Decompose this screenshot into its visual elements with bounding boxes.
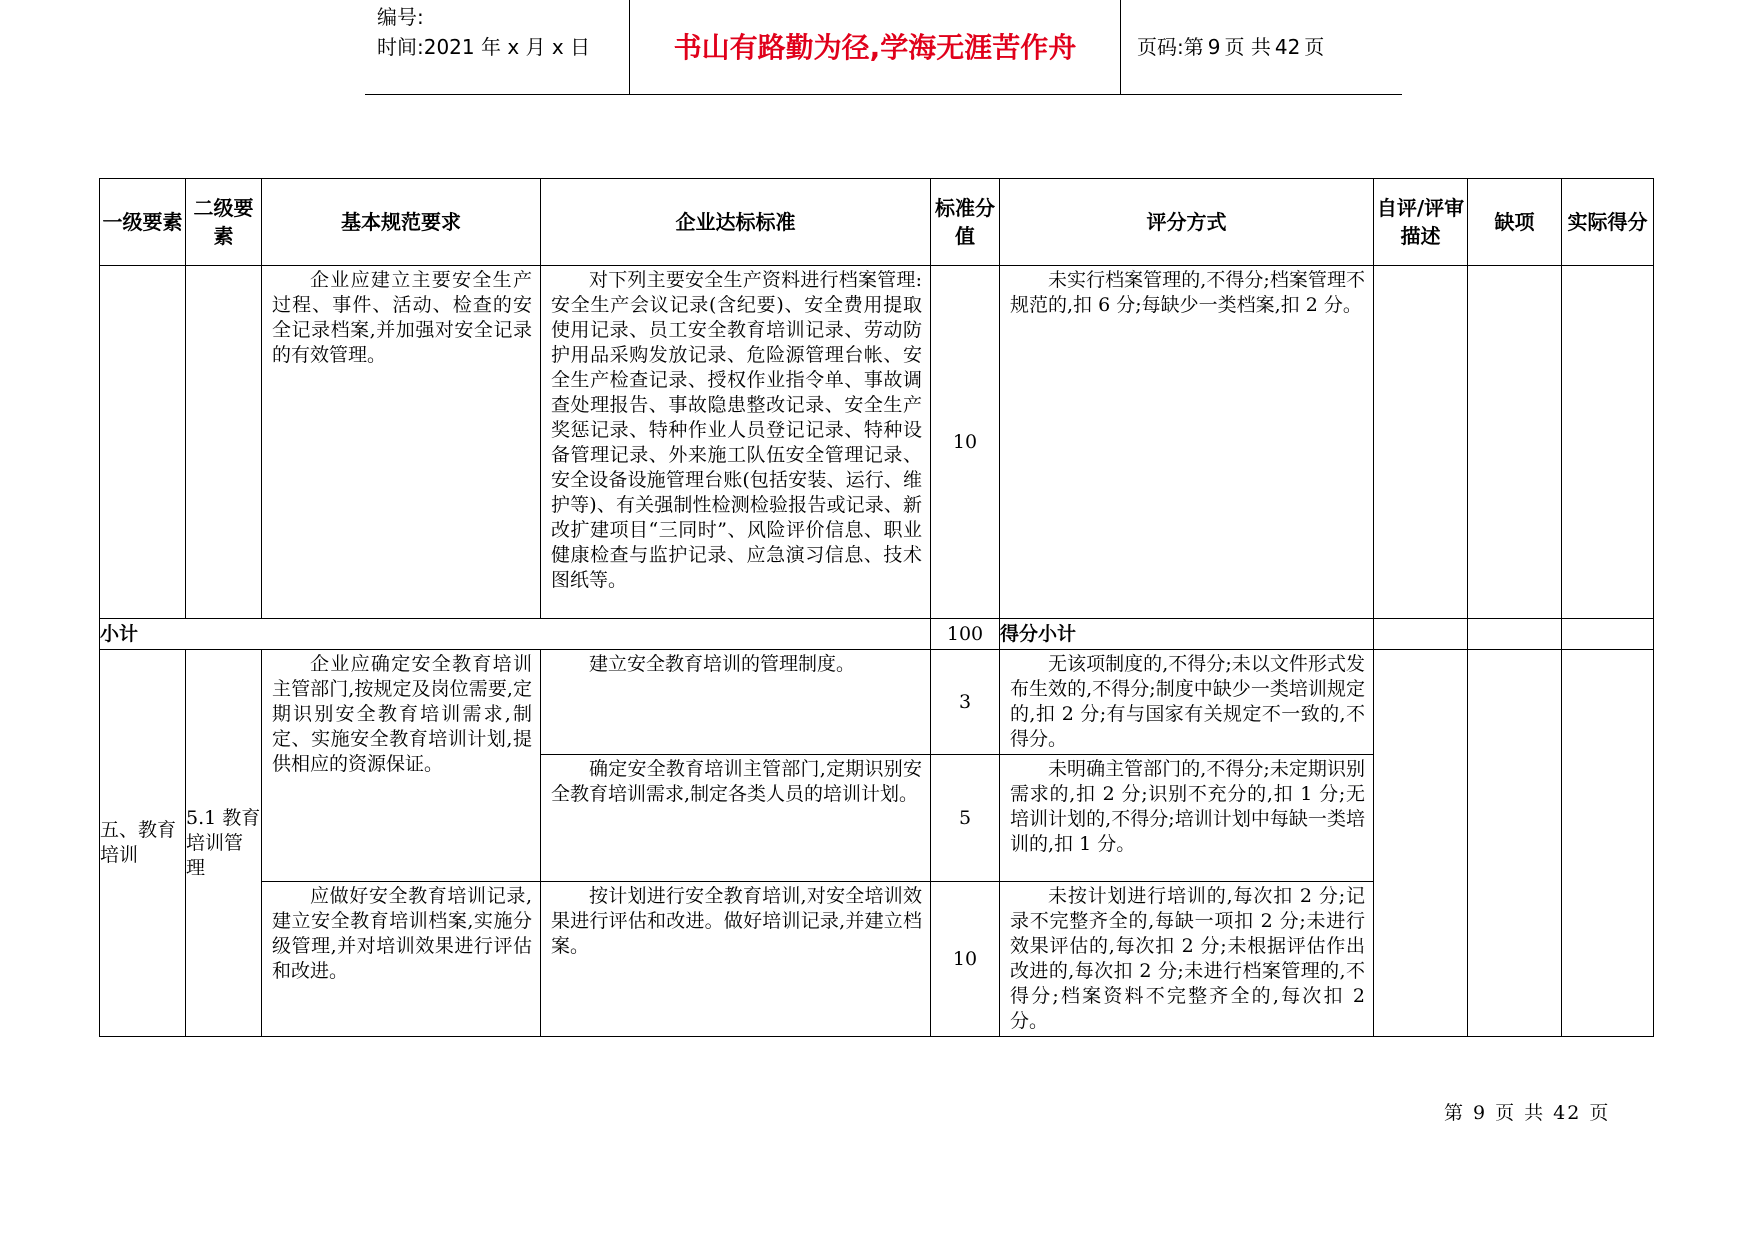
missing-item-cell [1468, 266, 1562, 619]
actual-score-cell [1562, 650, 1654, 1037]
requirement-text: 企业应建立主要安全生产过程、事件、活动、检查的安全记录档案,并加强对安全记录的有效管理。 [272, 269, 532, 366]
self-eval-cell [1374, 619, 1468, 650]
missing-item-cell [1468, 650, 1562, 1037]
footer-suffix: 页 [1589, 1102, 1611, 1124]
standard-text: 确定安全教育培训主管部门,定期识别安全教育培训需求,制定各类人员的培训计划。 [551, 758, 922, 805]
standard-text: 按计划进行安全教育培训,对安全培训效果进行评估和改进。做好培训记录,并建立档案。 [551, 885, 922, 957]
score-cell: 10 [931, 882, 1000, 1037]
column-header: 评分方式 [1000, 179, 1374, 266]
actual-score-cell [1562, 619, 1654, 650]
column-header: 自评/评审描述 [1374, 179, 1468, 266]
requirement-cell [262, 650, 541, 882]
level1-element: 五、教育培训 [100, 650, 186, 1037]
document-number-label: 编号: [377, 5, 424, 29]
footer-prefix: 第 [1444, 1102, 1466, 1124]
subtotal-scoring-label: 得分小计 [1000, 619, 1374, 650]
score-cell: 5 [931, 755, 1000, 882]
column-header: 标准分值 [931, 179, 1000, 266]
column-header: 一级要素 [100, 179, 186, 266]
requirement-cell [262, 266, 541, 619]
standard-text: 建立安全教育培训的管理制度。 [589, 653, 856, 675]
column-header: 企业达标标准 [541, 179, 931, 266]
header-left [377, 2, 590, 62]
column-header: 基本规范要求 [262, 179, 541, 266]
footer-page-indicator [1440, 1098, 1614, 1125]
column-header: 二级要素 [186, 179, 262, 266]
page-total: 42 [1274, 35, 1301, 59]
scoring-text: 未实行档案管理的,不得分;档案管理不规范的,扣 6 分;每缺少一类档案,扣 2 分。 [1010, 269, 1365, 316]
level2-cell [186, 266, 262, 619]
header-motto: 书山有路勤为径,学海无涯苦作舟 [673, 31, 1077, 64]
scoring-text: 无该项制度的,不得分;未以文件形式发布生效的,不得分;制度中缺少一类培训规定的,扣 2 分;有与国家有关规定不一致的,不得分。 [1010, 653, 1365, 750]
scoring-text: 未按计划进行培训的,每次扣 2 分;记录不完整齐全的,每缺一项扣 2 分;未进行效果评估的,每次扣 2 分;未根据评估作出改进的,每次扣 2 分;未进行档案管理的,不得分;档案资料不完整齐全的,每次扣 2 分。 [1010, 885, 1365, 1032]
self-eval-cell [1374, 266, 1468, 619]
document-date: 时间:2021 年 x 月 x 日 [377, 35, 591, 59]
score-cell: 10 [931, 266, 1000, 619]
footer-total: 42 [1553, 1102, 1582, 1124]
level2-element: 5.1 教育培训管理 [186, 650, 262, 1037]
standard-cell [541, 650, 931, 755]
footer-mid: 页 共 [1495, 1102, 1546, 1124]
subtotal-label: 小计 [100, 619, 931, 650]
header-divider [1120, 0, 1121, 94]
level1-cell [100, 266, 186, 619]
missing-item-cell [1468, 619, 1562, 650]
scoring-cell [1000, 650, 1374, 755]
standard-cell [541, 882, 931, 1037]
subtotal-score: 100 [931, 619, 1000, 650]
page-header [365, 0, 1402, 95]
standard-text: 对下列主要安全生产资料进行档案管理:安全生产会议记录(含纪要)、安全费用提取使用记录、员工安全教育培训记录、劳动防护用品采购发放记录、危险源管理台帐、安全生产检查记录、授权作业指令单、事故调查处理报告、事故隐患整改记录、安全生产奖惩记录、特种作业人员登记记录、特种设备管理记录、外来施工队伍安全管理记录、安全设备设施管理台账(包括安装、运行、维护等)、有关强制性检测检验报告或记录、新改扩建项目“三同时”、风险评价信息、职业健康检查与监护记录、应急演习信息、技术图纸等。 [551, 269, 922, 591]
subtotal-row [100, 619, 1654, 650]
page-mid: 页 共 [1224, 35, 1271, 59]
page-prefix: 页码:第 [1137, 35, 1204, 59]
requirement-text: 企业应确定安全教育培训主管部门,按规定及岗位需要,定期识别安全教育培训需求,制定、实施安全教育培训计划,提供相应的资源保证。 [272, 653, 532, 775]
header-page-indicator [1135, 32, 1326, 62]
score-cell: 3 [931, 650, 1000, 755]
column-header: 缺项 [1468, 179, 1562, 266]
table-header-row [100, 179, 1654, 266]
requirement-text: 应做好安全教育培训记录,建立安全教育培训档案,实施分级管理,并对培训效果进行评估和改进。 [272, 885, 532, 982]
page-current: 9 [1207, 35, 1221, 59]
table-row [100, 650, 1654, 755]
scoring-cell [1000, 882, 1374, 1037]
standard-table [99, 178, 1654, 1037]
scoring-cell [1000, 266, 1374, 619]
requirement-cell [262, 882, 541, 1037]
scoring-cell [1000, 755, 1374, 882]
standard-cell [541, 266, 931, 619]
page-suffix: 页 [1304, 35, 1325, 59]
self-eval-cell [1374, 650, 1468, 1037]
actual-score-cell [1562, 266, 1654, 619]
footer-current: 9 [1473, 1102, 1488, 1124]
standard-cell [541, 755, 931, 882]
scoring-text: 未明确主管部门的,不得分;未定期识别需求的,扣 2 分;识别不充分的,扣 1 分;无培训计划的,不得分;培训计划中每缺一类培训的,扣 1 分。 [1010, 758, 1365, 855]
column-header: 实际得分 [1562, 179, 1654, 266]
table-row [100, 266, 1654, 619]
